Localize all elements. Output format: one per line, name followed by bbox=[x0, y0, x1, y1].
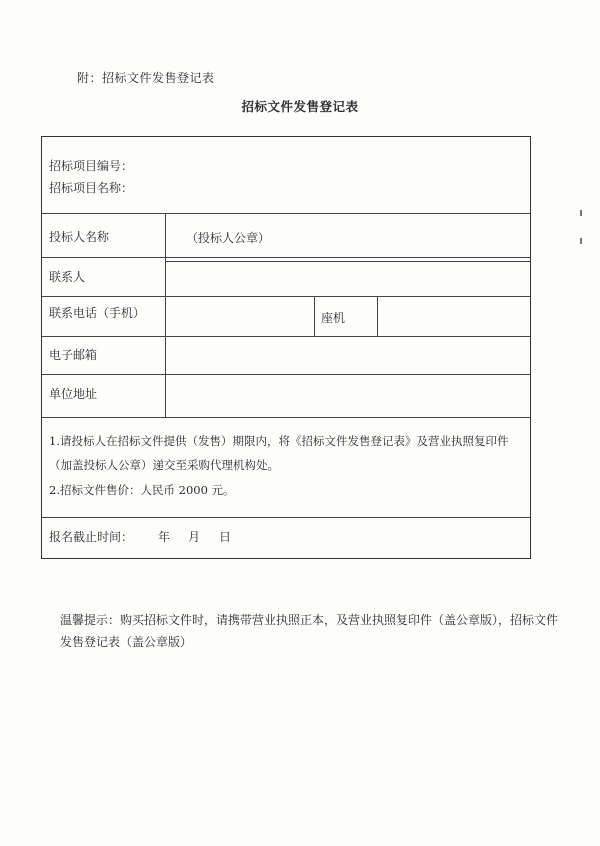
row-divider bbox=[42, 336, 530, 337]
attachment-line: 附：招标文件发售登记表 bbox=[77, 71, 215, 85]
registration-form bbox=[41, 136, 531, 559]
note-line-3: 2.招标文件售价：人民币 2000 元。 bbox=[49, 483, 235, 497]
row-divider bbox=[42, 417, 530, 418]
contact-label: 联系人 bbox=[49, 270, 86, 284]
column-divider bbox=[377, 296, 378, 336]
project-name-label: 招标项目名称： bbox=[49, 181, 134, 195]
deadline-year: 年 bbox=[158, 530, 171, 544]
scan-mark bbox=[580, 238, 582, 244]
row-divider bbox=[165, 261, 530, 262]
note-line-1: 1.请投标人在招标文件提供（发售）期限内，将《招标文件发售登记表》及营业执照复印件 bbox=[49, 434, 509, 448]
column-divider bbox=[165, 213, 166, 417]
email-label: 电子邮箱 bbox=[49, 348, 98, 362]
row-divider bbox=[42, 257, 530, 258]
deadline-month: 月 bbox=[188, 530, 201, 544]
column-divider bbox=[314, 296, 315, 336]
phone-label: 联系电话（手机） bbox=[49, 306, 146, 320]
document-title: 招标文件发售登记表 bbox=[241, 99, 359, 114]
scan-mark bbox=[580, 210, 582, 216]
row-divider bbox=[42, 517, 530, 518]
project-number-label: 招标项目编号： bbox=[49, 159, 134, 173]
bidder-seal-hint: （投标人公章） bbox=[186, 231, 271, 245]
bidder-name-label: 投标人名称 bbox=[49, 230, 110, 244]
address-label: 单位地址 bbox=[49, 387, 98, 401]
deadline-label: 报名截止时间： bbox=[49, 530, 134, 544]
warm-tip: 温馨提示：购买招标文件时，请携带营业执照正本，及营业执照复印件（盖公章版），招标文件发售登记表（盖公章版） bbox=[60, 613, 559, 649]
note-line-2: （加盖投标人公章）递交至采购代理机构处。 bbox=[49, 458, 279, 472]
row-divider bbox=[42, 374, 530, 375]
landline-label: 座机 bbox=[321, 311, 346, 325]
row-divider bbox=[42, 296, 530, 297]
deadline-day: 日 bbox=[219, 530, 232, 544]
row-divider bbox=[42, 213, 530, 214]
